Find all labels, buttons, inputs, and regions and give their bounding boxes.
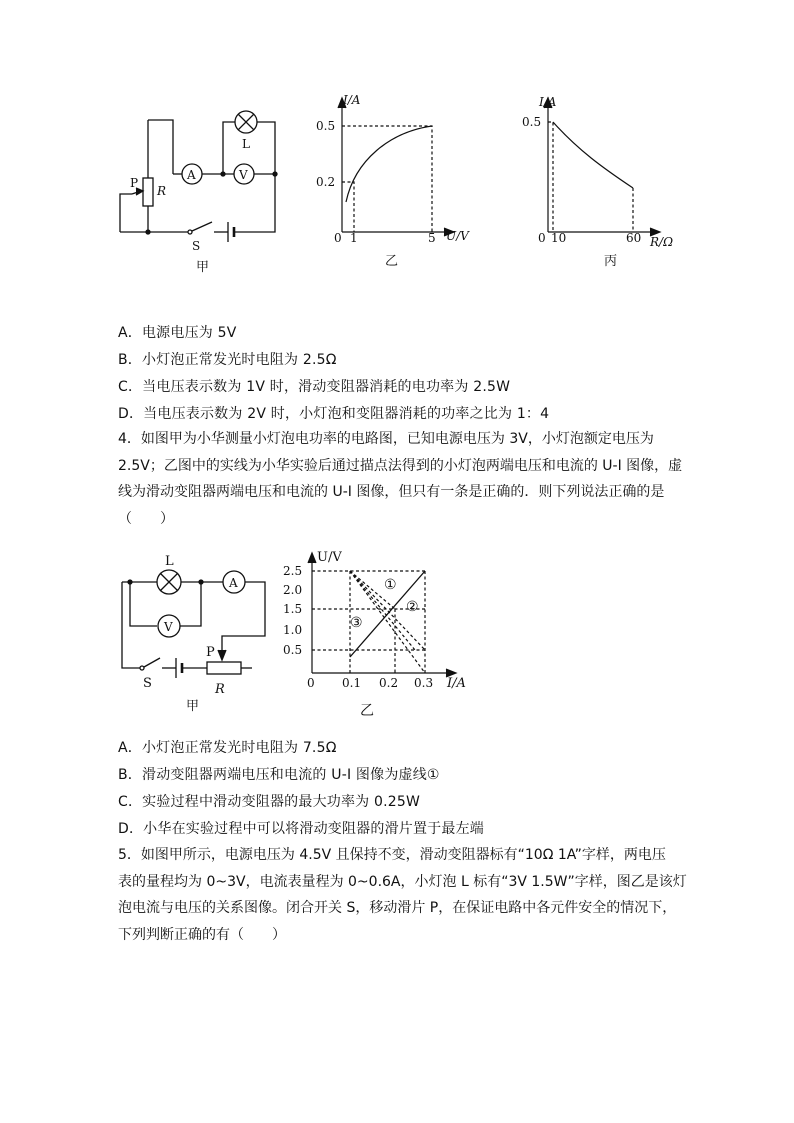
q5-line: 泡电流与电压的关系图像。闭合开关 S，移动滑片 P，在保证电路中各元件安全的情况下，: [118, 900, 677, 916]
figure-caption: 甲: [196, 260, 210, 275]
slider-label: P: [130, 176, 139, 190]
q3-option-a: A．电源电压为 5V: [118, 325, 237, 341]
x-axis-label: R/Ω: [650, 235, 674, 249]
q3-option-c: C．当电压表示数为 1V 时，滑动变阻器消耗的电功率为 2.5W: [118, 379, 511, 395]
figure-caption: 乙: [385, 254, 399, 269]
q4-line: 4．如图甲为小华测量小灯泡电功率的电路图，已知电源电压为 3V，小灯泡额定电压为: [118, 431, 654, 447]
x-tick: 5: [428, 231, 436, 245]
x-tick: 0.3: [414, 676, 434, 690]
y-tick: 0.2: [316, 175, 336, 189]
circuit-diagram-1: [110, 100, 290, 280]
switch-label: S: [192, 239, 201, 253]
i-u-curve: [346, 126, 432, 202]
q4-option-c: C．实验过程中滑动变阻器的最大功率为 0.25W: [118, 794, 421, 810]
q4-line: 2.5V；乙图中的实线为小华实验后通过描点法得到的小灯泡两端电压和电流的 U-I 图像，虚: [118, 457, 683, 474]
x-tick: 0: [538, 231, 546, 245]
x-tick: 0: [307, 676, 315, 690]
lamp-label: L: [165, 554, 174, 569]
x-axis-label: U/V: [446, 229, 469, 243]
graph-i-u: [310, 90, 470, 275]
resistor-label: R: [157, 184, 167, 198]
y-tick: 0.5: [316, 119, 336, 133]
q5-stem: [118, 842, 687, 948]
y-axis-label: U/V: [317, 550, 342, 565]
switch-label: S: [143, 676, 152, 691]
y-tick: 2.0: [283, 583, 303, 597]
ammeter-label: A: [229, 576, 238, 590]
y-axis-label: I/A: [539, 95, 557, 109]
x-axis-label: I/A: [447, 676, 466, 691]
voltmeter-label: V: [164, 620, 173, 634]
graph-u-i: [280, 545, 480, 720]
slider-label: P: [206, 645, 215, 660]
y-tick: 0.5: [522, 115, 542, 129]
ammeter-label: A: [187, 168, 196, 182]
i-r-curve: [553, 122, 633, 188]
x-tick: 60: [626, 231, 642, 245]
q4-option-d: D．小华在实验过程中可以将滑动变阻器的滑片置于最左端: [118, 821, 484, 837]
q5-line: 5．如图甲所示，电源电压为 4.5V 且保持不变，滑动变阻器标有“10Ω 1A”字样，两电压: [118, 847, 666, 863]
y-tick: 1.0: [283, 623, 303, 637]
q5-line: 下列判断正确的有（ ）: [118, 926, 286, 943]
q3-option-b: B．小灯泡正常发光时电阻为 2.5Ω: [118, 352, 337, 368]
figure-caption: 乙: [360, 703, 374, 719]
x-tick: 0.1: [342, 676, 362, 690]
q4-line: 线为滑动变阻器两端电压和电流的 U-I 图像，但只有一条是正确的．则下列说法正确的是: [118, 484, 665, 500]
y-tick: 1.5: [283, 602, 303, 616]
circuit-diagram-2: [112, 550, 282, 715]
x-tick: 1: [350, 231, 358, 245]
curve-mark-1: ①: [384, 577, 397, 593]
resistor-label: R: [215, 682, 225, 697]
y-axis-label: I/A: [343, 93, 361, 107]
x-tick: 0: [334, 231, 342, 245]
q4-option-a: A．小灯泡正常发光时电阻为 7.5Ω: [118, 740, 337, 756]
figure-caption: 甲: [186, 699, 200, 714]
y-tick: 0.5: [283, 643, 303, 657]
figure-caption: 丙: [604, 254, 618, 269]
q3-option-d: D．当电压表示数为 2V 时，小灯泡和变阻器消耗的功率之比为 1：4: [118, 406, 550, 422]
graph-i-r: [508, 90, 683, 270]
curve-mark-3: ③: [350, 615, 363, 631]
q5-line: 表的量程均为 0~3V，电流表量程为 0~0.6A，小灯泡 L 标有“3V 1.5W”字样，图乙是该灯: [118, 873, 687, 890]
y-tick: 2.5: [283, 564, 303, 578]
x-tick: 0.2: [379, 676, 399, 690]
q4-option-b: B．滑动变阻器两端电压和电流的 U-I 图像为虚线①: [118, 767, 440, 783]
x-tick: 10: [551, 231, 567, 245]
lamp-label: L: [242, 137, 250, 151]
curve-mark-2: ②: [406, 599, 419, 615]
q4-line: （ ）: [118, 510, 174, 527]
voltmeter-label: V: [239, 168, 248, 182]
q4-stem: [118, 426, 684, 532]
